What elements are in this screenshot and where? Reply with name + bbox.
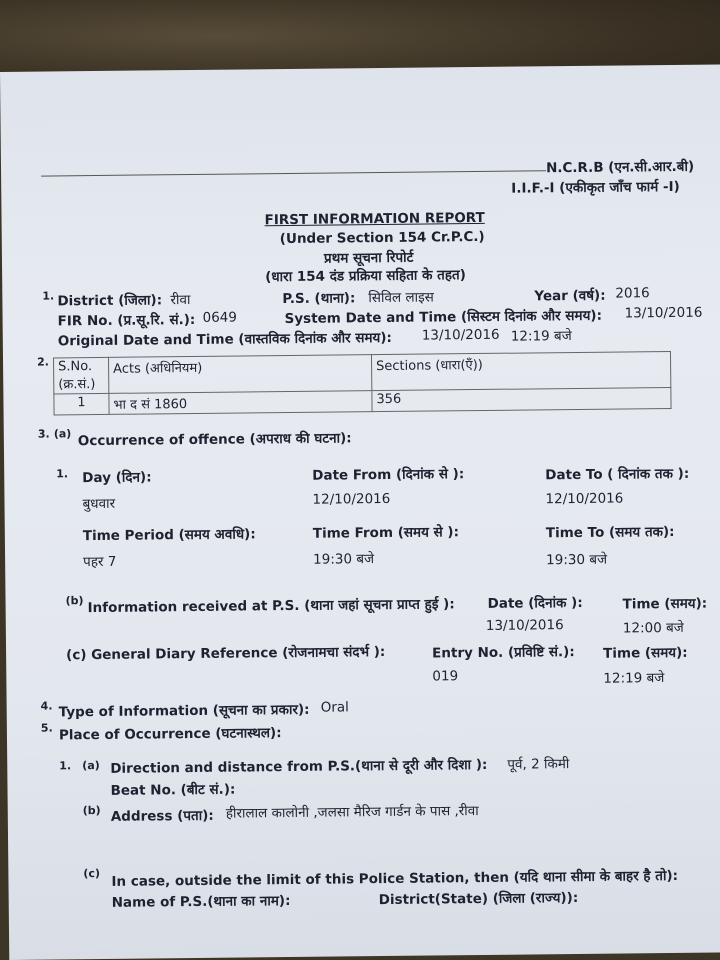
direction-value: पूर्व, 2 किमी bbox=[507, 756, 570, 773]
time-from-label: Time From (समय से ): bbox=[312, 524, 460, 542]
time-period-value: पहर 7 bbox=[83, 553, 117, 571]
original-date-value: 13/10/2016 bbox=[421, 326, 500, 344]
acts-header: Acts (अधिनियम) bbox=[108, 355, 371, 394]
general-diary-label: (c) General Diary Reference (रोजनामचा संदर्भ ): bbox=[66, 643, 386, 664]
ncrb-label: N.C.R.B (एन.सी.आर.बी) bbox=[545, 158, 695, 177]
day-label: Day (दिन): bbox=[82, 469, 152, 487]
fir-document bbox=[0, 64, 720, 959]
occurrence-label: Occurrence of offence (अपराध की घटना): bbox=[77, 430, 352, 450]
sections-cell: 356 bbox=[372, 387, 671, 411]
acts-table bbox=[53, 351, 672, 415]
info-type-value: Oral bbox=[320, 699, 349, 716]
occurrence-item-number: 1. bbox=[56, 467, 69, 481]
time-to-label: Time To (समय तक): bbox=[545, 523, 675, 542]
entry-no-label: Entry No. (प्रविष्टि सं.): bbox=[432, 644, 575, 662]
ps-name-label: Name of P.S.(थाना का नाम): bbox=[111, 893, 291, 911]
section-3a-label: (a) bbox=[53, 427, 72, 441]
place-label: Place of Occurrence (घटनास्थल): bbox=[58, 725, 282, 744]
hindi-section-label: (धारा 154 दंड प्रक्रिया सहिता के तहत) bbox=[265, 267, 466, 286]
year-label: Year (वर्ष): bbox=[534, 287, 606, 305]
iif-label: I.I.F.-I (एकीकृत जाँच फार्म -I) bbox=[511, 178, 680, 197]
direction-label: Direction and distance from P.S.(थाना से दूरी और दिशा ): bbox=[110, 756, 488, 777]
hindi-title: प्रथम सूचना रिपोर्ट bbox=[323, 249, 414, 267]
header-rule bbox=[41, 170, 546, 176]
document-title: FIRST INFORMATION REPORT bbox=[264, 209, 485, 229]
fir-no-label: FIR No. (प्र.सू.रि. सं.): bbox=[57, 311, 196, 330]
system-date-value: 13/10/2016 bbox=[624, 304, 703, 322]
date-from-value: 12/10/2016 bbox=[312, 490, 391, 508]
section-1-number: 1. bbox=[42, 289, 55, 303]
time-from-value: 19:30 बजे bbox=[313, 551, 375, 568]
beat-no-label: Beat No. (बीट सं.): bbox=[110, 781, 236, 799]
place-item-number: 1. bbox=[59, 759, 72, 773]
section-5-number: 5. bbox=[40, 721, 53, 735]
date-to-value: 12/10/2016 bbox=[545, 490, 624, 508]
day-value: बुधवार bbox=[82, 495, 116, 513]
section-3b-label: (b) bbox=[65, 594, 84, 608]
section-2-number: 2. bbox=[36, 355, 49, 369]
system-date-label: System Date and Time (सिस्टम दिनांक और समय): bbox=[284, 307, 603, 328]
fir-no-value: 0649 bbox=[202, 309, 238, 326]
sections-header: Sections (धारा(एँ)) bbox=[371, 351, 670, 390]
time-period-label: Time Period (समय अवधि): bbox=[82, 526, 256, 545]
section-5a-label: (a) bbox=[82, 758, 100, 773]
acts-cell: भा द सं 1860 bbox=[109, 391, 372, 415]
info-date-value: 13/10/2016 bbox=[485, 617, 564, 634]
year-value: 2016 bbox=[615, 285, 650, 302]
address-value: हीरालाल कालोनी ,जलसा मैरिज गार्डन के पास ,रीवा bbox=[225, 803, 479, 822]
info-type-label: Type of Information (सूचना का प्रकार): bbox=[58, 701, 310, 721]
date-to-label: Date To ( दिनांक तक ): bbox=[545, 465, 690, 484]
gd-time-label: Time (समय): bbox=[603, 644, 688, 662]
original-time-value: 12:19 बजे bbox=[510, 328, 572, 345]
address-label: Address (पता): bbox=[110, 807, 214, 825]
section-5c-label: (c) bbox=[83, 866, 101, 881]
section-5b-label: (b) bbox=[82, 803, 101, 818]
sno-header: S.No. (क्र.सं.) bbox=[53, 357, 108, 394]
original-date-label: Original Date and Time (वास्तविक दिनांक और समय): bbox=[57, 329, 393, 350]
info-date-label: Date (दिनांक ): bbox=[487, 594, 583, 612]
ps-value: सिविल लाइस bbox=[368, 289, 434, 307]
sno-cell: 1 bbox=[54, 393, 109, 415]
entry-no-value: 019 bbox=[432, 668, 459, 685]
district-state-label: District(State) (जिला (राज्य)): bbox=[378, 889, 579, 909]
section-4-number: 4. bbox=[40, 699, 53, 713]
under-section-label: (Under Section 154 Cr.P.C.) bbox=[279, 228, 485, 248]
ps-label: P.S. (थाना): bbox=[282, 290, 356, 308]
info-time-value: 12:00 बजे bbox=[622, 619, 684, 637]
gd-time-value: 12:19 बजे bbox=[603, 670, 665, 687]
district-label: District (जिला): bbox=[57, 292, 163, 310]
outside-limit-label: In case, outside the limit of this Police Station, then (यदि थाना सीमा के बाहर है तो): bbox=[111, 867, 679, 890]
district-value: रीवा bbox=[170, 292, 191, 309]
info-received-label: Information received at P.S. (थाना जहां सूचना प्राप्त हुई ): bbox=[87, 596, 455, 617]
time-to-value: 19:30 बजे bbox=[546, 551, 608, 569]
info-time-label: Time (समय): bbox=[622, 595, 708, 613]
date-from-label: Date From (दिनांक से ): bbox=[312, 466, 465, 484]
section-3-number: 3. bbox=[37, 427, 50, 441]
